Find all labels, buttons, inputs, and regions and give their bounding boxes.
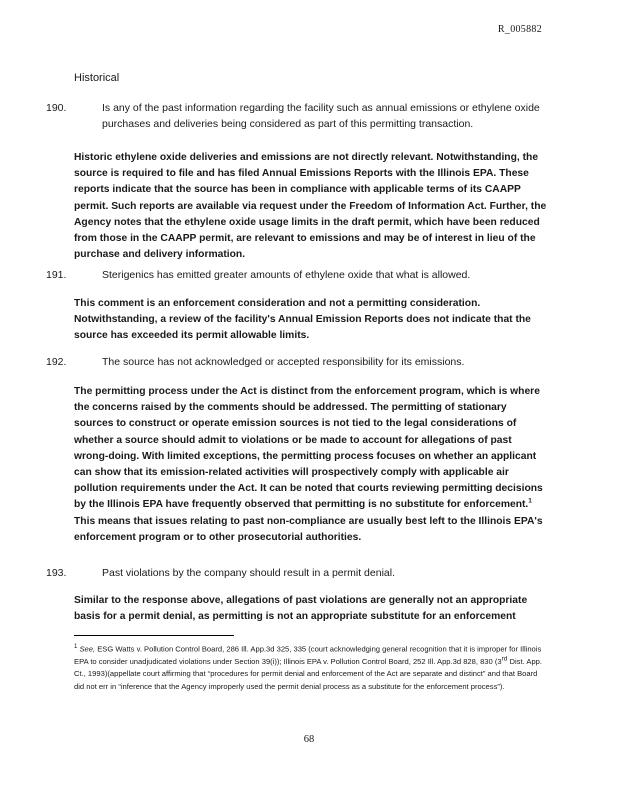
footnote [74,641,548,693]
footnote-ordinal: rd [501,655,508,663]
footnote-divider [74,635,234,636]
response-193: Similar to the response above, allegations of past violations are generally not an appropriate basis for a permit denial, as permitting is not an appropriate substitute for an enforcement [74,595,528,623]
comment-text: Sterigenics has emitted greater amounts of ethylene oxide that what is allowed. [102,269,471,281]
comment-number: 192. [46,356,67,368]
comment-191 [46,267,576,283]
footnote-text: Dist. App. Ct., 1993)(appellate court affirming that “procedures for permit denial and enforcement of the Act are separate and distinct” and that Board did not err in “inference that the Agency improperly used the permit denial process as a substitute for the enforcement process”). [74,656,543,691]
response-text: The permitting process under the Act is distinct from the enforcement program, which is where the concerns raised by the comments should be addressed. The permitting of stationary sources to construct or operate emission sources is not tied to the legal considerations of whether a source should admit to violations or be made to account for allegations of past wrong-doing. With limited exceptions, the permitting process focuses on whether an applicant can show that its emission-related activities will prospectively comply with applicable air pollution requirements under the Act. It can be noted that courts reviewing permitting decisions by the Illinois EPA have frequently observed that permitting is no substitute for enforcement. [74,386,543,511]
comment-193 [46,565,576,581]
response-190: Historic ethylene oxide deliveries and emissions are not directly relevant. Notwithstanding, the source is required to file and has filed Annual Emissions Reports with the Illinois EPA. These reports indicate that the source has been in compliance with applicable terms of its CAAPP permit. Such reports are available via request under the Freedom of Information Act. Further, the Agency notes that the ethylene oxide usage limits in the draft permit, which have been reduced from those in the CAAPP permit, are relevant to emissions and may be of interest in lieu of the purchase and delivery information. [74,152,547,261]
bates-number: R_005882 [497,24,542,35]
footnote-signal: See, [79,644,96,654]
section-heading: Historical [74,72,120,84]
comment-number: 191. [46,269,67,281]
page-number: 68 [303,734,315,745]
response-191: This comment is an enforcement consideration and not a permitting consideration. Notwithstanding, a review of the facility's Annual Emission Reports does not indicate that the source has exceeded its permit allowable limits. [74,298,531,342]
response-192 [74,384,548,546]
comment-text: Past violations by the company should result in a permit denial. [102,567,395,579]
response-text: This means that issues relating to past non-compliance are usually best left to the Illinois EPA's enforcement program or to other prosecutorial authorities. [74,515,543,543]
comment-190 [46,100,576,132]
footnote-mark: 1 [74,644,78,650]
footnote-reference: 1 [528,498,532,505]
comment-number: 190. [46,102,67,114]
comment-number: 193. [46,567,67,579]
comment-text: The source has not acknowledged or accepted responsibility for its emissions. [102,356,465,368]
footnote-text: ESG Watts v. Pollution Control Board, 286 Ill. App.3d 325, 335 (court acknowledging general recognition that it is improper for Illinois EPA to consider unadjudicated violations under Section 39(i)); Illinois EPA v. Pollution Control Board, 252 Ill. App.3d 828, 830 (3 [74,644,542,666]
comment-text: Is any of the past information regarding the facility such as annual emissions or ethylene oxide purchases and deliveries being considered as part of this permitting transaction. [102,102,540,130]
comment-192 [46,354,576,370]
